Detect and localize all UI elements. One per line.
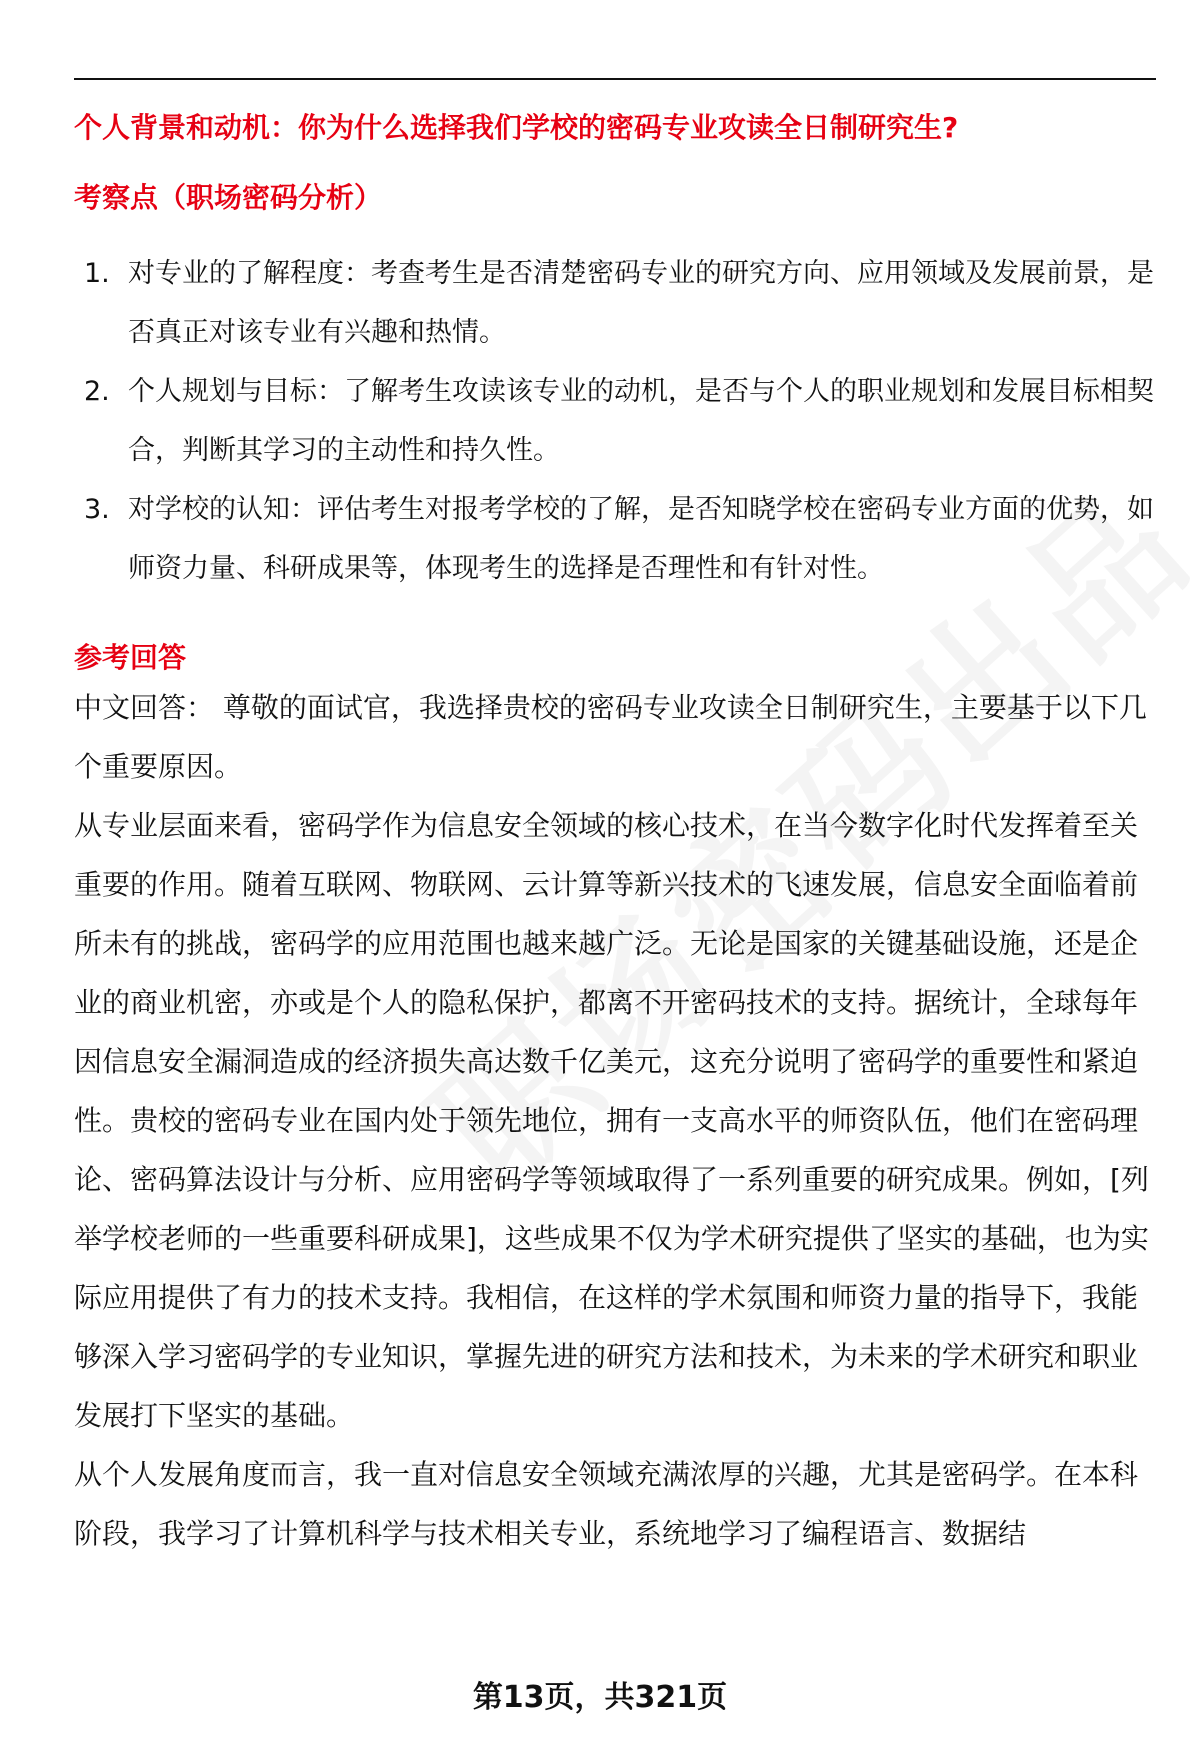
list-item [74,362,1164,480]
top-divider [74,78,1156,80]
list-item [74,480,1164,598]
page-number: 第13页，共321页 [472,1680,728,1715]
question-heading: 个人背景和动机：你为什么选择我们学校的密码专业攻读全日制研究生? [74,111,959,144]
answer-paragraph: 从个人发展角度而言，我一直对信息安全领域充满浓厚的兴趣，尤其是密码学。在本科阶段，我学习了计算机科学与技术相关专业，系统地学习了编程语言、数据结 [74,1458,1139,1550]
answer-paragraph: 从专业层面来看，密码学作为信息安全领域的核心技术，在当今数字化时代发挥着至关重要的作用。随着互联网、物联网、云计算等新兴技术的飞速发展，信息安全面临着前所未有的挑战，密码学的应用范围也越来越广泛。无论是国家的关键基础设施，还是企业的商业机密，亦或是个人的隐私保护，都离不开密码技术的支持。据统计，全球每年因信息安全漏洞造成的经济损失高达数千亿美元，这充分说明了密码学的重要性和紧迫性。贵校的密码专业在国内处于领先地位，拥有一支高水平的师资队伍，他们在密码理论、密码算法设计与分析、应用密码学等领域取得了一系列重要的研究成果。例如，[列举学校老师的一些重要科研成果]，这些成果不仅为学术研究提供了坚实的基础，也为实际应用提供了有力的技术支持。我相信，在这样的学术氛围和师资力量的指导下，我能够深入学习密码学的专业知识，掌握先进的研究方法和技术，为未来的学术研究和职业发展打下坚实的基础。 [74,809,1149,1432]
answer-heading: 参考回答 [74,641,187,674]
points-heading: 考察点（职场密码分析） [74,181,383,214]
list-item-text: 对专业的了解程度：考查考生是否清楚密码专业的研究方向、应用领域及发展前景，是否真正对该专业有兴趣和热情。 [128,258,1154,348]
list-item-text: 对学校的认知：评估考生对报考学校的了解，是否知晓学校在密码专业方面的优势，如师资力量、科研成果等，体现考生的选择是否理性和有针对性。 [128,494,1154,584]
points-list [74,244,1164,598]
page-content [74,108,1164,1563]
list-item-text: 个人规划与目标：了解考生攻读该专业的动机，是否与个人的职业规划和发展目标相契合，判断其学习的主动性和持久性。 [128,376,1154,466]
list-item [74,244,1164,362]
list-item-number: 2. [84,376,110,407]
list-item-number: 1. [84,258,110,289]
answer-paragraph: 中文回答： 尊敬的面试官，我选择贵校的密码专业攻读全日制研究生，主要基于以下几个重要原因。 [74,691,1147,783]
list-item-number: 3. [84,494,110,525]
